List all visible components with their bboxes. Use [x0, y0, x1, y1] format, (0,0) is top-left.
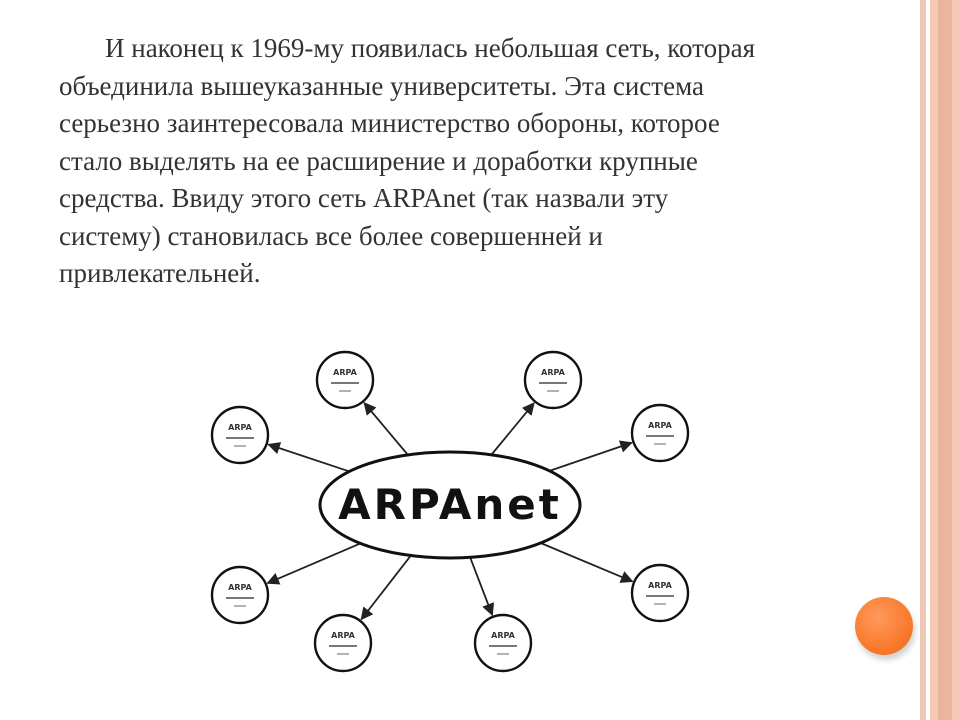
connector-arrow	[549, 443, 631, 471]
paragraph-line: систему) становилась все более совершенней и	[59, 220, 603, 251]
arpa-node-circle	[317, 352, 373, 408]
connector-arrow	[268, 444, 349, 471]
connector-arrow	[361, 556, 410, 620]
paragraph-line: средства. Ввиду этого сеть ARPAnet (так назвали эту	[59, 183, 669, 213]
connector-arrow	[470, 557, 492, 615]
arpanet-diagram	[200, 340, 700, 690]
arpa-node-label: ARPA	[491, 631, 515, 640]
paragraph-line: серьезно заинтересовала министерство обороны, которое	[59, 108, 720, 138]
decorative-orange-circle	[855, 597, 913, 655]
frame-stripe-thin	[920, 0, 926, 720]
arpanet-diagram-svg	[200, 340, 700, 690]
arpa-node-circle	[632, 565, 688, 621]
connector-arrow	[268, 543, 361, 583]
paragraph-line: стало выделять на ее расширение и доработки крупные	[59, 145, 698, 176]
paragraph-line: привлекательней.	[59, 258, 261, 288]
frame-stripe-inner	[938, 0, 952, 720]
arpa-node-circle	[212, 567, 268, 623]
paragraph-line: И наконец к 1969-му появилась небольшая сеть, которая	[105, 33, 756, 63]
connector-arrow	[541, 543, 633, 581]
arpa-node-circle	[315, 615, 371, 671]
connector-arrow	[491, 403, 534, 455]
arpa-node-label: ARPA	[648, 581, 672, 590]
arpa-node-label: ARPA	[331, 631, 355, 640]
connector-arrow	[364, 403, 408, 455]
arpa-node-circle	[632, 405, 688, 461]
arpa-node-label: ARPA	[333, 368, 357, 377]
arpa-node-label: ARPA	[228, 423, 252, 432]
arpa-node-label: ARPA	[228, 583, 252, 592]
arpa-node-circle	[475, 615, 531, 671]
arpa-node-label: ARPA	[541, 368, 565, 377]
arpa-node-circle	[212, 407, 268, 463]
arpanet-hub-label: ARPAnet	[338, 480, 562, 529]
body-paragraph	[59, 30, 899, 293]
paragraph-line: объединила вышеуказанные университеты. Эта система	[59, 70, 704, 101]
arpa-node-label: ARPA	[648, 421, 672, 430]
arpa-node-circle	[525, 352, 581, 408]
